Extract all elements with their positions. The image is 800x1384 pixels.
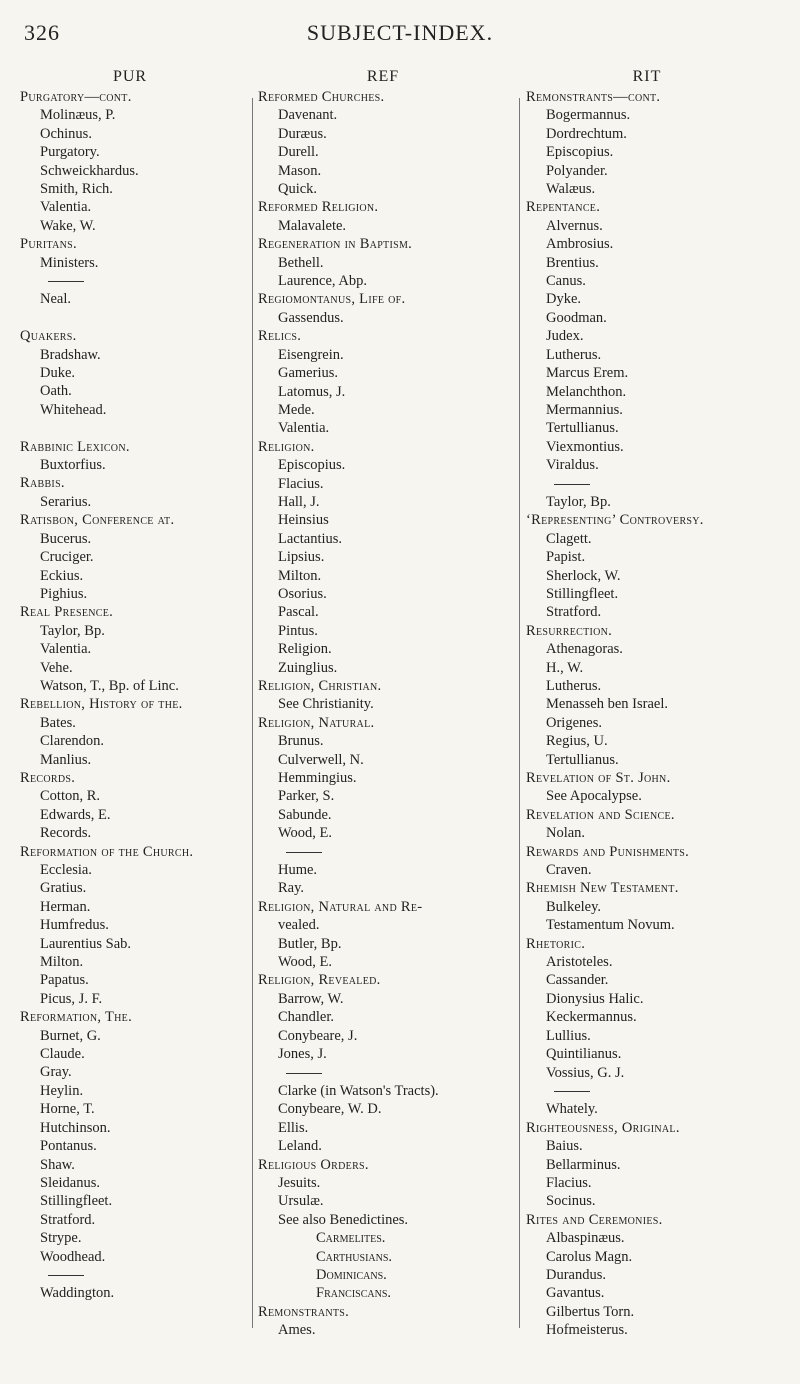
index-subentry: Flacius. — [278, 475, 324, 492]
index-heading: Religion, Christian. — [258, 678, 382, 694]
index-subentry: Leland. — [278, 1138, 322, 1155]
index-heading: Rabbis. — [20, 475, 65, 492]
index-heading: Puritans. — [20, 236, 77, 253]
index-subentry: Stratford. — [40, 1211, 96, 1228]
spacer — [20, 419, 270, 437]
index-subentry: Hume. — [278, 862, 318, 879]
index-heading: Reformation, The. — [20, 1009, 133, 1026]
index-subentry: Ray. — [278, 880, 305, 897]
index-subentry: Schweickhardus. — [40, 162, 139, 179]
index-subentry: Durandus. — [546, 1266, 607, 1283]
index-heading: Rhemish New Testament. — [526, 880, 679, 897]
index-subentry: Polyander. — [546, 162, 608, 179]
index-subentry: Gilbertus Torn. — [546, 1303, 635, 1320]
index-subentry: Brentius. — [546, 254, 599, 271]
index-subentry: Bucerus. — [40, 530, 92, 547]
index-heading: Rabbinic Lexicon. — [20, 438, 130, 455]
index-subentry: Smith, Rich. — [40, 181, 113, 198]
index-subentry: Mason. — [278, 162, 322, 179]
index-subentry: Religion. — [278, 641, 332, 658]
index-subentry: Conybeare, J. — [278, 1027, 358, 1044]
index-subentry: Judex. — [546, 328, 584, 345]
index-subentry: Hofmeisterus. — [546, 1322, 628, 1339]
index-subentry: Cotton, R. — [40, 788, 101, 805]
index-heading: Regiomontanus, Life of. — [258, 291, 406, 308]
index-subentry: Manlius. — [40, 751, 92, 768]
index-subentry: H., W. — [546, 659, 584, 676]
index-subentry: Viexmontius. — [546, 438, 624, 455]
index-subentry: Dionysius Halic. — [546, 990, 644, 1007]
index-subentry: Milton. — [278, 567, 322, 584]
column-head: REF — [366, 68, 400, 85]
index-subentry: Waddington. — [40, 1285, 115, 1302]
column-rule — [519, 98, 520, 1328]
index-subentry: Watson, T., Bp. of Linc. — [40, 677, 179, 694]
index-subentry: Malavalete. — [278, 217, 347, 234]
index-column-1 — [20, 68, 270, 1303]
index-subentry: Clarendon. — [40, 733, 105, 750]
index-subentry: Mede. — [278, 401, 315, 418]
index-subentry: Duke. — [40, 365, 76, 382]
index-subentry: Pintus. — [278, 622, 318, 639]
index-heading: Relics. — [258, 328, 302, 345]
index-subentry: Taylor, Bp. — [40, 622, 105, 639]
index-subentry: Edwards, E. — [40, 806, 111, 823]
index-heading: Religion, Natural and Re- — [258, 898, 423, 915]
running-title: SUBJECT-INDEX. — [306, 20, 494, 45]
index-subentry: Wood, E. — [278, 825, 333, 842]
index-subentry: Bellarminus. — [546, 1156, 621, 1173]
index-column-3 — [526, 68, 788, 1340]
index-subentry: Bogermannus. — [546, 107, 631, 124]
index-subentry: Horne, T. — [40, 1101, 95, 1118]
index-subentry: Barrow, W. — [278, 990, 344, 1007]
index-subentry: Dordrechtum. — [546, 125, 627, 142]
index-subentry: Lullius. — [546, 1027, 591, 1044]
index-subentry: Humfredus. — [40, 917, 109, 934]
index-subentry: Valentia. — [278, 420, 330, 437]
index-subentry: Gratius. — [40, 880, 87, 897]
column-head: PUR — [112, 68, 148, 85]
index-subentry: Lipsius. — [278, 549, 325, 566]
separator-rule — [258, 843, 508, 861]
index-subentry: Laurence, Abp. — [278, 273, 367, 290]
index-subentry: Athenagoras. — [546, 641, 623, 658]
index-subentry: Valentia. — [40, 641, 92, 658]
index-subentry: Bradshaw. — [40, 346, 101, 363]
index-subentry: Nolan. — [546, 825, 586, 842]
index-subentry: See Apocalypse. — [546, 788, 642, 805]
index-subentry: Alvernus. — [546, 217, 603, 234]
index-subentry: Vossius, G. J. — [546, 1064, 625, 1081]
index-subentry: Regius, U. — [546, 733, 608, 750]
index-subentry: Ambrosius. — [546, 236, 614, 253]
index-heading: Rebellion, History of the. — [20, 696, 183, 713]
index-subentry: Lutherus. — [546, 346, 602, 363]
index-subentry: Ministers. — [40, 254, 99, 271]
index-subentry: Mermannius. — [546, 401, 623, 418]
index-subentry: Quick. — [278, 181, 318, 198]
index-subentry: Gavantus. — [546, 1285, 605, 1302]
index-subentry: Lactantius. — [278, 530, 343, 547]
index-subentry: Cruciger. — [40, 549, 94, 566]
index-subentry: Valentia. — [40, 199, 92, 216]
index-heading: Remonstrants—cont. — [526, 89, 661, 105]
index-subentry: Jesuits. — [278, 1174, 321, 1191]
index-subentry: Menasseh ben Israel. — [546, 696, 668, 713]
index-subentry: Taylor, Bp. — [546, 493, 611, 510]
index-heading: Real Presence. — [20, 604, 114, 621]
index-subentry: Sherlock, W. — [546, 567, 621, 584]
index-heading: Rewards and Punishments. — [526, 843, 690, 860]
index-heading: Rhetoric. — [526, 935, 586, 952]
index-subentry: Pontanus. — [40, 1138, 97, 1155]
index-subentry: Ames. — [278, 1322, 316, 1339]
index-subentry: Woodhead. — [40, 1248, 106, 1265]
index-subentry: Walæus. — [546, 181, 596, 198]
index-subentry: Melanchthon. — [546, 383, 627, 400]
index-subentry: Eisengrein. — [278, 346, 344, 363]
index-subentry: Oath. — [40, 383, 72, 400]
index-subentry: Claude. — [40, 1046, 85, 1063]
index-subentry: Vehe. — [40, 659, 73, 676]
index-subentry: Gamerius. — [278, 365, 338, 382]
separator-rule — [526, 475, 788, 493]
index-subentry: Tertullianus. — [546, 751, 619, 768]
page-header — [0, 20, 800, 60]
index-subentry: Bethell. — [278, 254, 324, 271]
index-subentry: Gray. — [40, 1064, 72, 1081]
index-heading: Ratisbon, Conference at. — [20, 512, 175, 529]
index-subentry: Quintilianus. — [546, 1046, 622, 1063]
index-subentry: Wake, W. — [40, 217, 96, 234]
index-subentry: Carmelites. — [316, 1230, 386, 1247]
index-subentry: Laurentius Sab. — [40, 935, 132, 952]
index-subentry: Aristoteles. — [546, 954, 613, 971]
index-subentry: Socinus. — [546, 1193, 596, 1210]
index-subentry: Strype. — [40, 1230, 82, 1247]
index-subentry: Whitehead. — [40, 401, 107, 418]
index-subentry: Cassander. — [546, 972, 609, 989]
index-subentry: Pighius. — [40, 585, 88, 602]
index-subentry: Chandler. — [278, 1009, 334, 1026]
index-subentry: Franciscans. — [316, 1285, 392, 1302]
index-subentry: Milton. — [40, 954, 84, 971]
index-subentry: Ursulæ. — [278, 1193, 324, 1210]
index-subentry: Goodman. — [546, 309, 607, 326]
index-subentry: Craven. — [546, 862, 592, 879]
index-subentry: Dyke. — [546, 291, 582, 308]
index-subentry: Shaw. — [40, 1156, 75, 1173]
index-subentry: Episcopius. — [546, 144, 614, 161]
index-heading: Regeneration in Baptism. — [258, 236, 413, 253]
index-column-2 — [258, 68, 508, 1340]
index-heading: Religion, Natural. — [258, 714, 375, 731]
index-subentry: Jones, J. — [278, 1046, 327, 1063]
index-subentry: Carthusians. — [316, 1248, 393, 1265]
index-subentry: Carolus Magn. — [546, 1248, 633, 1265]
index-heading: ‘Representing’ Controversy. — [526, 512, 704, 529]
index-subentry: Hutchinson. — [40, 1119, 111, 1136]
index-subentry: Ochinus. — [40, 125, 92, 142]
index-subentry: Molinæus, P. — [40, 107, 116, 124]
index-subentry: Clagett. — [546, 530, 592, 547]
index-subentry: Stratford. — [546, 604, 602, 621]
index-subentry: Osorius. — [278, 585, 327, 602]
index-subentry: Baius. — [546, 1138, 583, 1155]
index-subentry: Zuinglius. — [278, 659, 338, 676]
index-subentry: Purgatory. — [40, 144, 100, 161]
index-heading: Resurrection. — [526, 622, 613, 639]
index-subentry: Bulkeley. — [546, 898, 602, 915]
index-subentry: Neal. — [40, 291, 71, 308]
index-subentry: Stillingfleet. — [40, 1193, 113, 1210]
index-subentry: Bates. — [40, 714, 76, 731]
index-heading: Religion. — [258, 438, 315, 455]
index-subentry: Papatus. — [40, 972, 89, 989]
index-heading: Repentance. — [526, 199, 601, 216]
index-subentry: Whately. — [546, 1101, 598, 1118]
index-subentry: Ecclesia. — [40, 862, 92, 879]
index-subentry: Heinsius — [278, 512, 329, 529]
index-heading: Reformation of the Church. — [20, 843, 194, 860]
index-subentry: vealed. — [278, 917, 320, 934]
index-subentry: See also Benedictines. — [278, 1211, 409, 1228]
index-subentry: Episcopius. — [278, 457, 346, 474]
index-subentry: Origenes. — [546, 714, 602, 731]
index-subentry: Tertullianus. — [546, 420, 619, 437]
index-subentry: Sabunde. — [278, 806, 332, 823]
page-number: 326 — [24, 20, 60, 45]
index-heading: Religious Orders. — [258, 1156, 369, 1173]
index-heading: Revelation and Science. — [526, 806, 675, 823]
separator-rule — [526, 1082, 788, 1100]
index-subentry: Davenant. — [278, 107, 338, 124]
index-heading: Quakers. — [20, 328, 77, 345]
index-subentry: Sleidanus. — [40, 1174, 101, 1191]
separator-rule — [20, 1266, 270, 1284]
index-subentry: Hall, J. — [278, 493, 320, 510]
index-subentry: Lutherus. — [546, 677, 602, 694]
separator-rule — [20, 272, 270, 290]
index-subentry: Papist. — [546, 549, 586, 566]
index-subentry: Serarius. — [40, 493, 92, 510]
index-subentry: Butler, Bp. — [278, 935, 342, 952]
index-subentry: Duræus. — [278, 125, 327, 142]
index-heading: Religion, Revealed. — [258, 972, 381, 989]
index-subentry: Testamentum Novum. — [546, 917, 675, 934]
index-subentry: Dominicans. — [316, 1266, 387, 1283]
index-subentry: Latomus, J. — [278, 383, 346, 400]
index-subentry: Albaspinæus. — [546, 1230, 625, 1247]
index-subentry: Gassendus. — [278, 309, 344, 326]
index-subentry: Buxtorfius. — [40, 457, 106, 474]
index-subentry: Keckermannus. — [546, 1009, 637, 1026]
index-subentry: Heylin. — [40, 1082, 84, 1099]
index-subentry: Hemmingius. — [278, 770, 357, 787]
index-heading: Remonstrants. — [258, 1303, 350, 1320]
spacer — [20, 309, 270, 327]
index-heading: Purgatory—cont. — [20, 89, 132, 105]
index-subentry: Parker, S. — [278, 788, 335, 805]
index-subentry: Viraldus. — [546, 457, 599, 474]
index-subentry: Canus. — [546, 273, 586, 290]
index-heading: Rites and Ceremonies. — [526, 1211, 663, 1228]
index-subentry: Stillingfleet. — [546, 585, 619, 602]
index-subentry: Clarke (in Watson's Tracts). — [278, 1082, 439, 1099]
index-subentry: Durell. — [278, 144, 319, 161]
index-subentry: See Christianity. — [278, 696, 374, 713]
index-subentry: Pascal. — [278, 604, 319, 621]
index-heading: Reformed Religion. — [258, 199, 379, 216]
separator-rule — [258, 1064, 508, 1082]
index-subentry: Conybeare, W. D. — [278, 1101, 382, 1118]
index-subentry: Wood, E. — [278, 954, 333, 971]
index-subentry: Brunus. — [278, 733, 324, 750]
index-heading: Righteousness, Original. — [526, 1119, 680, 1136]
index-subentry: Herman. — [40, 898, 91, 915]
index-subentry: Culverwell, N. — [278, 751, 364, 768]
index-subentry: Ellis. — [278, 1119, 309, 1136]
index-subentry: Records. — [40, 825, 92, 842]
index-subentry: Burnet, G. — [40, 1027, 101, 1044]
index-heading: Revelation of St. John. — [526, 770, 671, 787]
column-head: RIT — [632, 68, 662, 85]
index-heading: Records. — [20, 769, 76, 786]
index-subentry: Eckius. — [40, 567, 84, 584]
index-subentry: Picus, J. F. — [40, 990, 103, 1007]
index-heading: Reformed Churches. — [258, 89, 385, 105]
index-subentry: Flacius. — [546, 1174, 592, 1191]
index-subentry: Marcus Erem. — [546, 365, 629, 382]
